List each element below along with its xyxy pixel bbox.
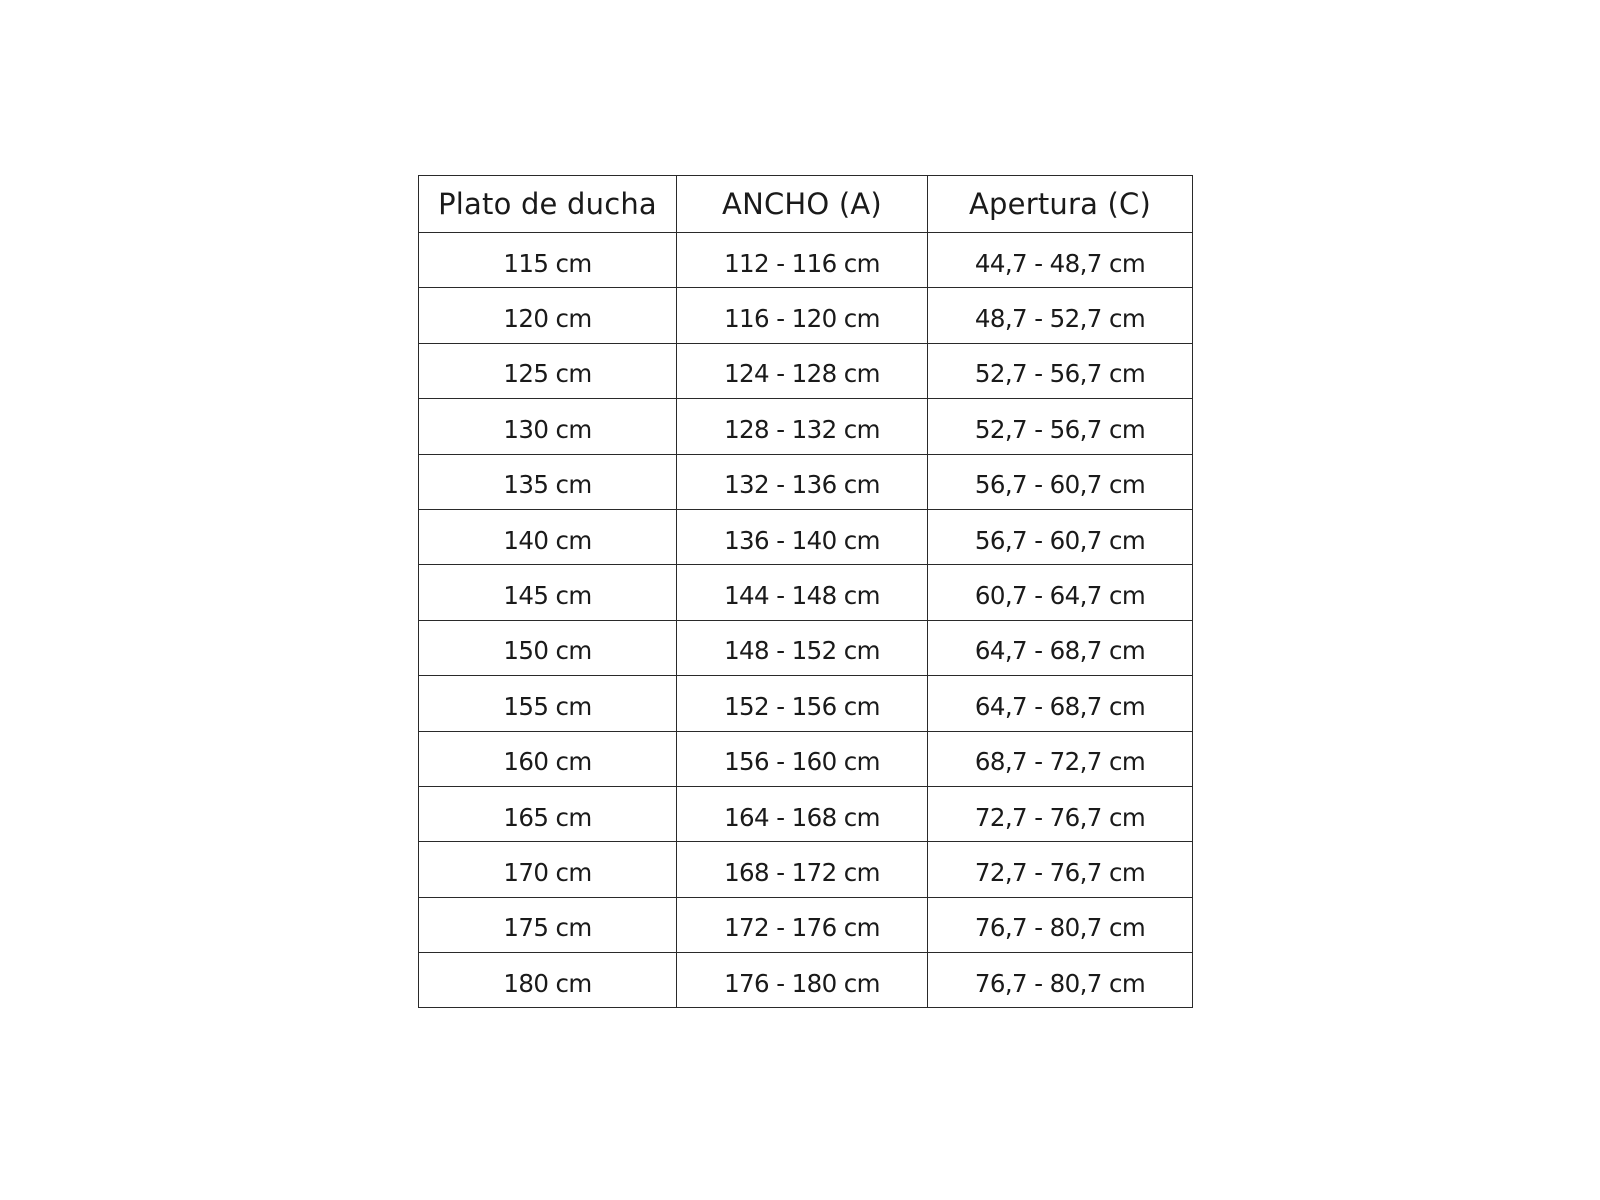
table-row [419, 620, 1193, 675]
table-row [419, 786, 1193, 841]
table-header [419, 176, 1193, 233]
cell-ancho: 168 - 172 cm [677, 842, 928, 897]
table-row [419, 399, 1193, 454]
table-row [419, 897, 1193, 952]
header-apertura: Apertura (C) [928, 176, 1193, 233]
cell-plato-de-ducha: 115 cm [419, 233, 677, 288]
size-table [418, 175, 1193, 1008]
cell-ancho: 152 - 156 cm [677, 676, 928, 731]
table-row [419, 288, 1193, 343]
cell-apertura: 56,7 - 60,7 cm [928, 509, 1193, 564]
table-row [419, 233, 1193, 288]
cell-ancho: 156 - 160 cm [677, 731, 928, 786]
cell-plato-de-ducha: 165 cm [419, 786, 677, 841]
cell-ancho: 136 - 140 cm [677, 509, 928, 564]
cell-apertura: 60,7 - 64,7 cm [928, 565, 1193, 620]
cell-ancho: 164 - 168 cm [677, 786, 928, 841]
table-row [419, 953, 1193, 1008]
header-plato-de-ducha: Plato de ducha [419, 176, 677, 233]
cell-plato-de-ducha: 180 cm [419, 953, 677, 1008]
cell-plato-de-ducha: 175 cm [419, 897, 677, 952]
table-row [419, 565, 1193, 620]
cell-ancho: 172 - 176 cm [677, 897, 928, 952]
cell-plato-de-ducha: 125 cm [419, 343, 677, 398]
cell-apertura: 72,7 - 76,7 cm [928, 786, 1193, 841]
table-row [419, 343, 1193, 398]
cell-ancho: 144 - 148 cm [677, 565, 928, 620]
table-row [419, 731, 1193, 786]
table-row [419, 842, 1193, 897]
cell-plato-de-ducha: 135 cm [419, 454, 677, 509]
cell-apertura: 64,7 - 68,7 cm [928, 676, 1193, 731]
header-row [419, 176, 1193, 233]
cell-plato-de-ducha: 140 cm [419, 509, 677, 564]
cell-apertura: 76,7 - 80,7 cm [928, 897, 1193, 952]
table-row [419, 676, 1193, 731]
table-row [419, 509, 1193, 564]
cell-apertura: 52,7 - 56,7 cm [928, 399, 1193, 454]
table-body [419, 233, 1193, 1008]
cell-ancho: 176 - 180 cm [677, 953, 928, 1008]
cell-ancho: 132 - 136 cm [677, 454, 928, 509]
cell-apertura: 64,7 - 68,7 cm [928, 620, 1193, 675]
table-row [419, 454, 1193, 509]
cell-plato-de-ducha: 150 cm [419, 620, 677, 675]
cell-apertura: 72,7 - 76,7 cm [928, 842, 1193, 897]
cell-ancho: 112 - 116 cm [677, 233, 928, 288]
cell-plato-de-ducha: 170 cm [419, 842, 677, 897]
cell-ancho: 128 - 132 cm [677, 399, 928, 454]
cell-apertura: 68,7 - 72,7 cm [928, 731, 1193, 786]
cell-ancho: 148 - 152 cm [677, 620, 928, 675]
cell-apertura: 48,7 - 52,7 cm [928, 288, 1193, 343]
cell-plato-de-ducha: 145 cm [419, 565, 677, 620]
cell-plato-de-ducha: 130 cm [419, 399, 677, 454]
cell-apertura: 44,7 - 48,7 cm [928, 233, 1193, 288]
cell-apertura: 56,7 - 60,7 cm [928, 454, 1193, 509]
cell-plato-de-ducha: 155 cm [419, 676, 677, 731]
header-ancho: ANCHO (A) [677, 176, 928, 233]
cell-ancho: 116 - 120 cm [677, 288, 928, 343]
cell-plato-de-ducha: 120 cm [419, 288, 677, 343]
cell-apertura: 52,7 - 56,7 cm [928, 343, 1193, 398]
cell-apertura: 76,7 - 80,7 cm [928, 953, 1193, 1008]
cell-ancho: 124 - 128 cm [677, 343, 928, 398]
cell-plato-de-ducha: 160 cm [419, 731, 677, 786]
